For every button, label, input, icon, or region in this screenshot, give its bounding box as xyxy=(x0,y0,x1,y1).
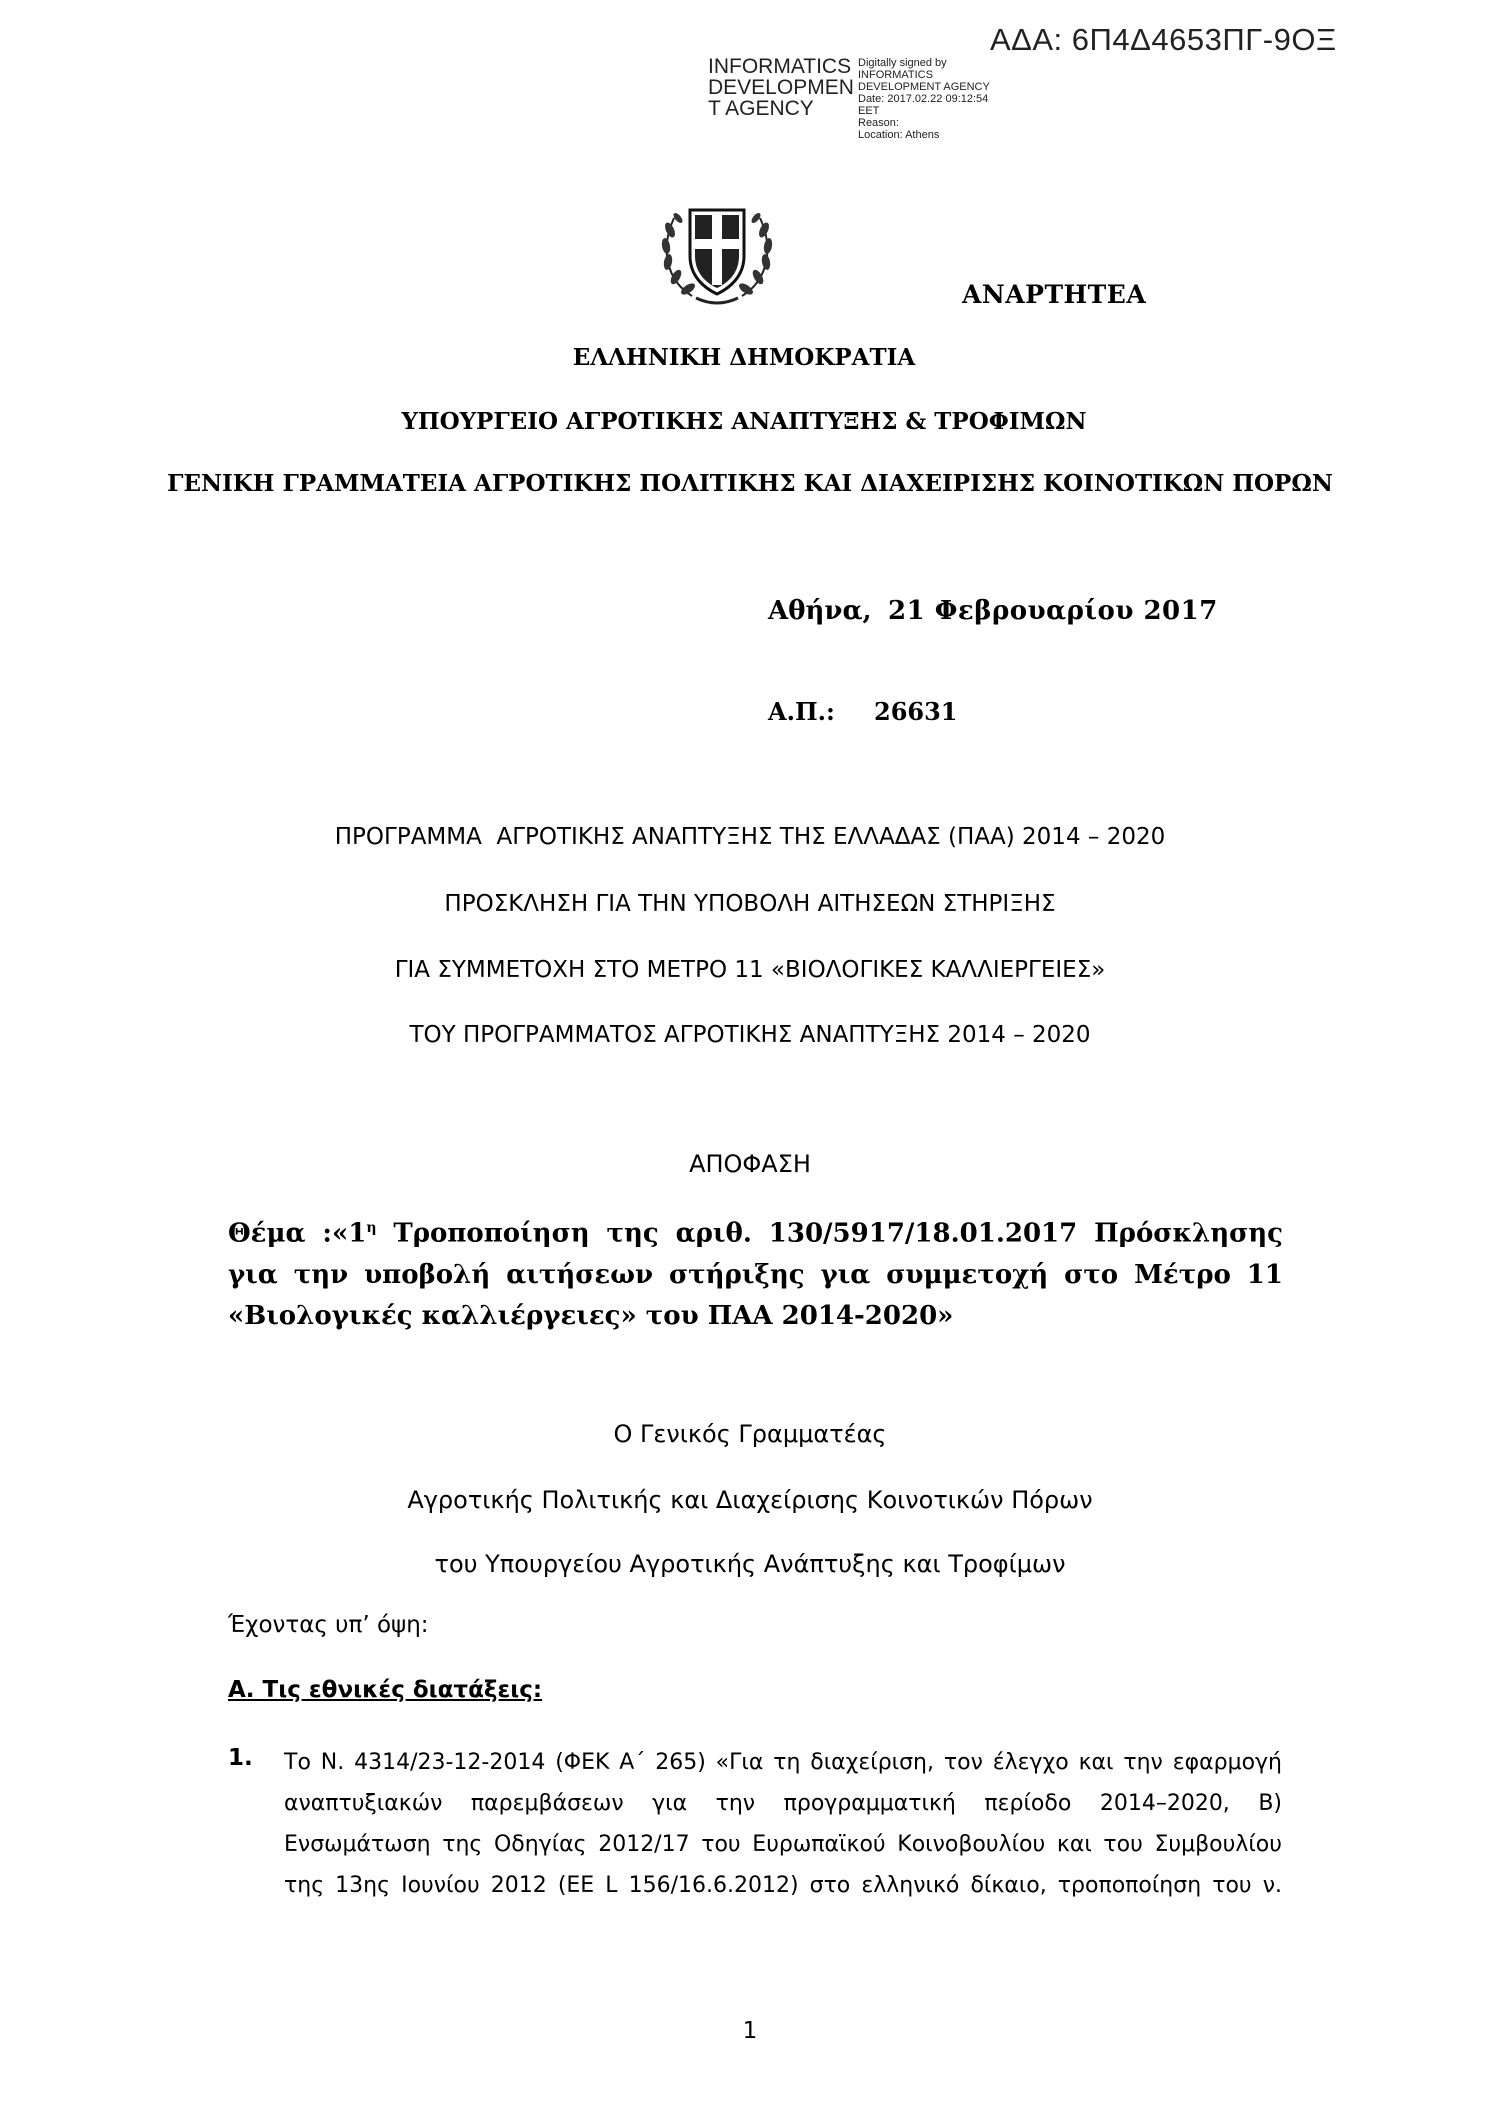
list-item-text xyxy=(284,1742,1282,1906)
signature-detail-line: Digitally signed by xyxy=(858,57,947,69)
list-item-number: 1. xyxy=(228,1745,253,1771)
subject-prefix: Θέμα :«1 xyxy=(228,1218,367,1249)
subject-text: Τροποποίηση της αριθ. 130/5917/18.01.2017 Πρόσκλησης για την υποβολή αιτήσεων στήριξης για συμμετοχή στο Μέτρο 11 «Βιολογικές καλλιέργειες» του ΠΑΑ 2014-2020» xyxy=(228,1218,1283,1331)
programme-line: ΤΟΥ ΠΡΟΓΡΑΜΜΑΤΟΣ ΑΓΡΟΤΙΚΗΣ ΑΝΑΠΤΥΞΗΣ 2014 – 2020 xyxy=(409,1022,1091,1048)
subject-superscript: η xyxy=(366,1220,377,1236)
protocol-value: 26631 xyxy=(874,697,958,726)
secretary-title: Αγροτικής Πολιτικής και Διαχείρισης Κοινοτικών Πόρων xyxy=(407,1486,1093,1514)
signature-detail-line: Location: Athens xyxy=(858,129,940,141)
programme-line: ΠΡΟΣΚΛΗΣΗ ΓΙΑ ΤΗΝ ΥΠΟΒΟΛΗ ΑΙΤΗΣΕΩΝ ΣΤΗΡΙΞΗΣ xyxy=(444,891,1056,917)
signature-detail-line: INFORMATICS xyxy=(858,69,933,81)
list-item-line: αναπτυξιακών παρεμβάσεων για την προγραμματική περίοδο 2014–2020, Β) xyxy=(284,1791,1282,1816)
having-in-view: Έχοντας υπ’ όψη: xyxy=(228,1612,429,1638)
programme-line: ΓΙΑ ΣΥΜΜΕΤΟΧΗ ΣΤΟ ΜΕΤΡΟ 11 «ΒΙΟΛΟΓΙΚΕΣ ΚΑΛΛΙΕΡΓΕΙΕΣ» xyxy=(394,957,1106,983)
ministry-heading: ΥΠΟΥΡΓΕΙΟ ΑΓΡΟΤΙΚΗΣ ΑΝΑΠΤΥΞΗΣ & ΤΡΟΦΙΜΩΝ xyxy=(401,408,1087,435)
signature-detail-line: EET xyxy=(858,105,880,117)
protocol-label: Α.Π.: xyxy=(768,697,835,726)
decision-title: ΑΠΟΦΑΣΗ xyxy=(689,1150,811,1178)
secretary-title: Ο Γενικός Γραμματέας xyxy=(613,1420,887,1448)
signer-line: INFORMATICS xyxy=(708,55,852,78)
signer-line: T AGENCY xyxy=(708,97,814,120)
republic-heading: ΕΛΛΗΝΙΚΗ ΔΗΜΟΚΡΑΤΙΑ xyxy=(572,344,916,371)
list-item-line: Το Ν. 4314/23-12-2014 (ΦΕΚ Α΄ 265) «Για τη διαχείριση, τον έλεγχο και την εφαρμογή xyxy=(284,1750,1282,1775)
signature-detail-line: DEVELOPMENT AGENCY xyxy=(858,81,990,93)
programme-line: ΠΡΟΓΡΑΜΜΑ ΑΓΡΟΤΙΚΗΣ ΑΝΑΠΤΥΞΗΣ ΤΗΣ ΕΛΛΑΔΑΣ (ΠΑΑ) 2014 – 2020 xyxy=(334,824,1166,850)
date-value: 21 Φεβρουαρίου 2017 xyxy=(888,596,1218,626)
date-label: Αθήνα, xyxy=(768,596,872,626)
coat-of-arms-icon xyxy=(652,184,782,314)
list-item-line: Ενσωμάτωση της Οδηγίας 2012/17 του Ευρωπαϊκού Κοινοβουλίου και του Συμβουλίου xyxy=(284,1832,1282,1857)
page-number: 1 xyxy=(742,2018,758,2044)
ada-code: ΑΔΑ: 6Π4Δ4653ΠΓ-9ΟΞ xyxy=(990,22,1337,57)
section-heading: Α. Τις εθνικές διατάξεις: xyxy=(228,1677,543,1703)
decision-subject xyxy=(228,1208,1283,1337)
signature-detail-line: Reason: xyxy=(858,117,899,129)
posting-label: ΑΝΑΡΤΗΤΕΑ xyxy=(962,280,1147,309)
list-item-line: της 13ης Ιουνίου 2012 (ΕΕ L 156/16.6.2012) στο ελληνικό δίκαιο, τροποποίηση του ν. xyxy=(284,1873,1282,1898)
signer-line: DEVELOPMEN xyxy=(708,76,854,99)
secretary-title: του Υπουργείου Αγροτικής Ανάπτυξης και Τροφίμων xyxy=(434,1550,1066,1578)
secretariat-heading: ΓΕΝΙΚΗ ΓΡΑΜΜΑΤΕΙΑ ΑΓΡΟΤΙΚΗΣ ΠΟΛΙΤΙΚΗΣ ΚΑΙ ΔΙΑΧΕΙΡΙΣΗΣ ΚΟΙΝΟΤΙΚΩΝ ΠΟΡΩΝ xyxy=(167,470,1333,497)
signer-name xyxy=(708,56,854,119)
signature-details xyxy=(858,57,990,141)
signature-detail-line: Date: 2017.02.22 09:12:54 xyxy=(858,93,989,105)
